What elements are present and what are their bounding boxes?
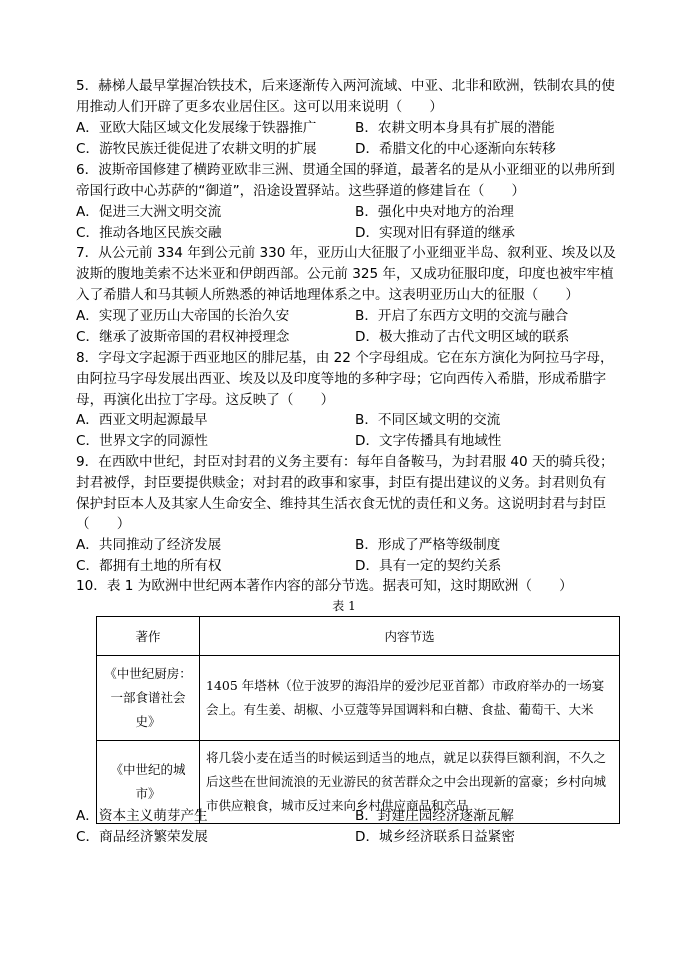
question-7-option-c: C．继承了波斯帝国的君权神授理念 — [76, 329, 290, 345]
question-5-option-d: D．希腊文化的中心逐渐向东转移 — [355, 141, 556, 157]
question-5-option-a: A．亚欧大陆区域文化发展缘于铁器推广 — [76, 120, 317, 136]
question-10-option-c: C．商品经济繁荣发展 — [76, 829, 208, 845]
question-5-stem: 5．赫梯人最早掌握冶铁技术，后来逐渐传入两河流域、中亚、北非和欧洲，铁制农具的使用推动人们开辟了更多农业居住区。这可以用来说明（ ） — [76, 78, 615, 115]
table-caption: 表 1 — [332, 599, 356, 613]
question-10-option-d: D．城乡经济联系日益紧密 — [355, 829, 515, 845]
question-8-option-a: A．西亚文明起源最早 — [76, 412, 208, 428]
question-7-option-a: A．实现了亚历山大帝国的长治久安 — [76, 308, 290, 324]
question-10-option-b: B．封建庄园经济逐渐瓦解 — [355, 808, 514, 824]
question-9-stem: 9．在西欧中世纪，封臣对封君的义务主要有：每年自备鞍马，为封君服 40 天的骑兵役；封君被俘，封臣要提供赎金；对封君的政事和家事，封臣有提出建议的义务。封君则负有保护封臣本人及其家人生命安全、维持其生活衣食无忧的责任和义务。这说明封君与封臣（ ） — [76, 454, 614, 533]
question-7-stem: 7．从公元前 334 年到公元前 330 年，亚历山大征服了小亚细亚半岛、叙利亚、埃及以及波斯的腹地美索不达米亚和伊朗西部。公元前 325 年，又成功征服印度，印度也被牢牢植入了希腊人和马其顿人所熟悉的神话地理体系之中。这表明亚历山大的征服（ ） — [76, 245, 617, 303]
question-5-option-c: C．游牧民族迁徙促进了农耕文明的扩展 — [76, 141, 317, 157]
question-6-option-c: C．推动各地区民族交融 — [76, 225, 222, 241]
table-header-row — [97, 617, 620, 656]
excerpt-table — [96, 616, 620, 824]
question-6-option-d: D．实现对旧有驿道的继承 — [355, 225, 515, 241]
question-8-option-c: C．世界文字的同源性 — [76, 433, 208, 449]
question-9-option-d: D．具有一定的契约关系 — [355, 558, 502, 574]
question-9-option-c: C．都拥有土地的所有权 — [76, 558, 222, 574]
table-cell-content: 将几袋小麦在适当的时候运到适当的地点，就足以获得巨额利润，不久之后这些在世间流浪的无业游民的贫苦群众之中会出现新的富豪；乡村向城市供应粮食，城市反过来向乡村供应商品和产品 — [200, 741, 620, 824]
question-8-option-d: D．文字传播具有地域性 — [355, 433, 502, 449]
question-6-option-b: B．强化中央对地方的治理 — [355, 204, 514, 220]
table-row — [97, 656, 620, 741]
question-8-stem: 8．字母文字起源于西亚地区的腓尼基，由 22 个字母组成。它在东方演化为阿拉马字母，由阿拉马字母发展出西亚、埃及以及印度等地的多种字母；它向西传入希腊，形成希腊字母，再演化出拉丁字母。这反映了（ ） — [76, 350, 614, 408]
question-9-option-b: B．形成了严格等级制度 — [355, 537, 501, 553]
question-7-option-b: B．开启了东西方文明的交流与融合 — [355, 308, 569, 324]
table-cell-work: 《中世纪厨房：一部食谱社会史》 — [97, 656, 200, 741]
question-6-stem: 6．波斯帝国修建了横跨亚欧非三洲、贯通全国的驿道，最著名的是从小亚细亚的以弗所到帝国行政中心苏萨的“御道”，沿途设置驿站。这些驿道的修建旨在（ ） — [76, 162, 615, 199]
question-7-option-d: D．极大推动了古代文明区域的联系 — [355, 329, 570, 345]
header-work: 著作 — [97, 617, 200, 656]
question-6-option-a: A．促进三大洲文明交流 — [76, 204, 222, 220]
question-9-option-a: A．共同推动了经济发展 — [76, 537, 222, 553]
question-10-option-a: A．资本主义萌芽产生 — [76, 808, 208, 824]
question-5-option-b: B．农耕文明本身具有扩展的潜能 — [355, 120, 555, 136]
table-cell-work: 《中世纪的城市》 — [97, 741, 200, 824]
table-cell-content: 1405 年塔林（位于波罗的海沿岸的爱沙尼亚首都）市政府举办的一场宴会上。有生姜、胡椒、小豆蔻等异国调料和白糖、食盐、葡萄干、大米 — [200, 656, 620, 741]
question-8-option-b: B．不同区域文明的交流 — [355, 412, 501, 428]
header-content: 内容节选 — [200, 617, 620, 656]
question-10-stem: 10．表 1 为欧洲中世纪两本著作内容的部分节选。据表可知，这时期欧洲（ ） — [76, 578, 573, 594]
